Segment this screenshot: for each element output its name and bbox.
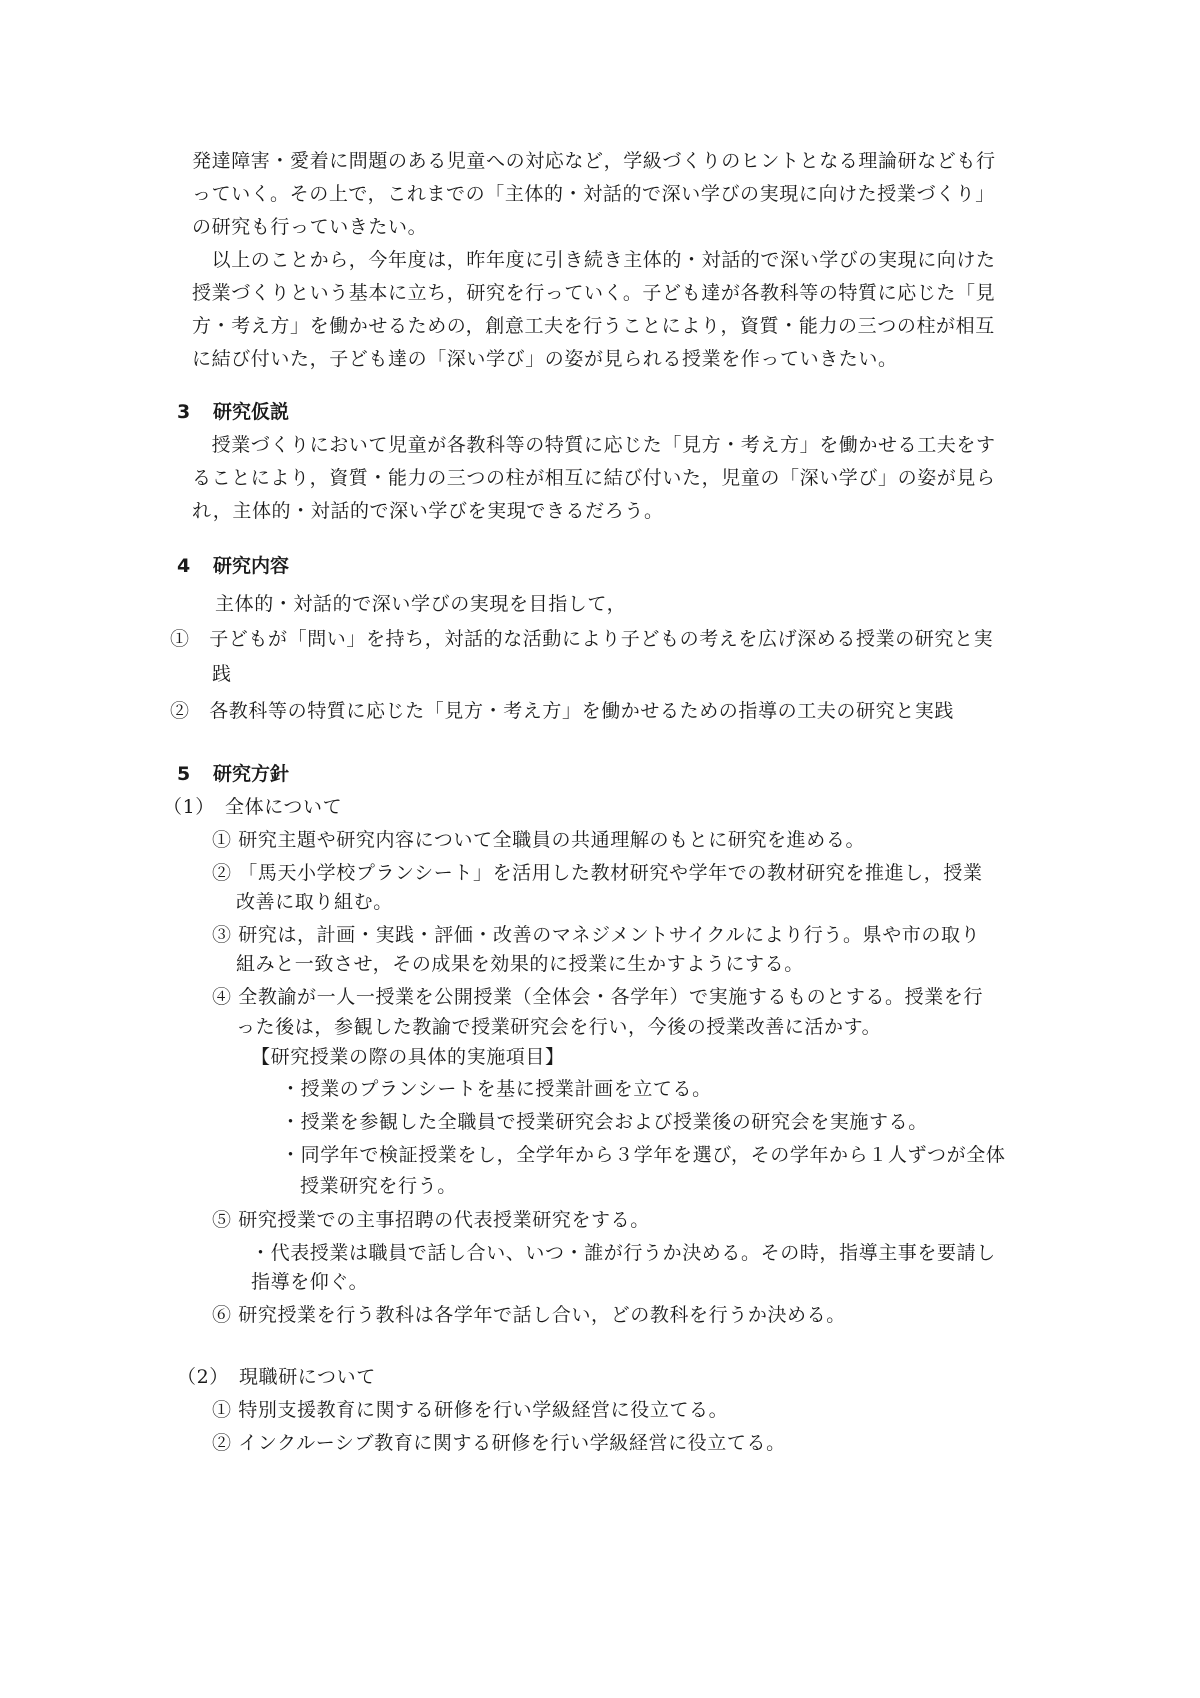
intro-line: っていく。その上で，これまでの「主体的・対話的で深い学びの実現に向けた授業づくり」 [192, 183, 995, 205]
section-3-line: ることにより，資質・能力の三つの柱が相互に結び付いた，児童の「深い学び」の姿が見ら [192, 467, 996, 489]
subsection-1-item-continuation: 組みと一致させ，その成果を効果的に授業に生かすようにする。 [236, 953, 804, 975]
section-4-item: ① 子どもが「問い」を持ち，対話的な活動により子どもの考えを広げ深める授業の研究と実 [170, 628, 994, 650]
representative-class-note: ・代表授業は職員で話し合い、いつ・誰が行うか決める。その時，指導主事を要請し [251, 1242, 996, 1264]
implementation-items-heading: 【研究授業の際の具体的実施項目】 [251, 1046, 565, 1068]
section-3-line: れ，主体的・対話的で深い学びを実現できるだろう。 [192, 500, 664, 522]
representative-class-note-continuation: 指導を仰ぐ。 [251, 1271, 369, 1293]
intro-line: 以上のことから，今年度は，昨年度に引き続き主体的・対話的で深い学びの実現に向けた [192, 249, 996, 271]
section-number: 3 [177, 401, 191, 423]
section-4-item-continuation: 践 [212, 663, 232, 685]
section-5-heading [177, 760, 289, 788]
subsection-1-title: （1） 全体について [163, 796, 343, 818]
intro-line: に結び付いた，子ども達の「深い学び」の姿が見られる授業を作っていきたい。 [192, 348, 898, 370]
section-4-lead: 主体的・対話的で深い学びの実現を目指して， [215, 593, 627, 615]
subsection-1-item: ① 研究主題や研究内容について全職員の共通理解のもとに研究を進める。 [212, 829, 866, 851]
implementation-item: ・授業を参観した全職員で授業研究会および授業後の研究会を実施する。 [281, 1111, 928, 1133]
section-3-heading [177, 398, 289, 426]
implementation-item-continuation: 授業研究を行う。 [300, 1175, 457, 1197]
subsection-2-title: （2） 現職研について [177, 1366, 376, 1388]
section-number: 4 [177, 555, 191, 577]
section-title: 研究方針 [213, 763, 290, 785]
intro-line: 方・考え方」を働かせるための，創意工夫を行うことにより，資質・能力の三つの柱が相互 [192, 315, 995, 337]
implementation-item: ・同学年で検証授業をし，全学年から３学年を選び，その学年から１人ずつが全体 [281, 1144, 1006, 1166]
subsection-1-item-continuation: った後は，参観した教諭で授業研究会を行い，今後の授業改善に活かす。 [236, 1016, 882, 1038]
intro-line: 発達障害・愛着に問題のある児童への対応など，学級づくりのヒントとなる理論研なども行 [192, 150, 996, 172]
section-number: 5 [177, 763, 191, 785]
subsection-2-item: ② インクルーシブ教育に関する研修を行い学級経営に役立てる。 [212, 1432, 786, 1454]
section-title: 研究内容 [213, 555, 290, 577]
subsection-2-item: ① 特別支援教育に関する研修を行い学級経営に役立てる。 [212, 1399, 729, 1421]
implementation-item: ・授業のプランシートを基に授業計画を立てる。 [281, 1078, 712, 1100]
subsection-1-item: ⑥ 研究授業を行う教科は各学年で話し合い，どの教科を行うか決める。 [212, 1304, 846, 1326]
subsection-1-item: ② 「馬天小学校プランシート」を活用した教材研究や学年での教材研究を推進し，授業 [212, 862, 983, 884]
subsection-1-item: ⑤ 研究授業での主事招聘の代表授業研究をする。 [212, 1209, 650, 1231]
section-title: 研究仮説 [213, 401, 290, 423]
section-3-line: 授業づくりにおいて児童が各教科等の特質に応じた「見方・考え方」を働かせる工夫をす [192, 434, 996, 456]
section-4-heading [177, 552, 289, 580]
intro-line: 授業づくりという基本に立ち，研究を行っていく。子ども達が各教科等の特質に応じた「見 [192, 282, 996, 304]
section-4-item: ② 各教科等の特質に応じた「見方・考え方」を働かせるための指導の工夫の研究と実践 [170, 700, 955, 722]
intro-line: の研究も行っていきたい。 [192, 216, 428, 238]
subsection-1-item: ③ 研究は，計画・実践・評価・改善のマネジメントサイクルにより行う。県や市の取り [212, 924, 981, 946]
subsection-1-item: ④ 全教諭が一人一授業を公開授業（全体会・各学年）で実施するものとする。授業を行 [212, 986, 984, 1008]
subsection-1-item-continuation: 改善に取り組む。 [236, 891, 393, 913]
